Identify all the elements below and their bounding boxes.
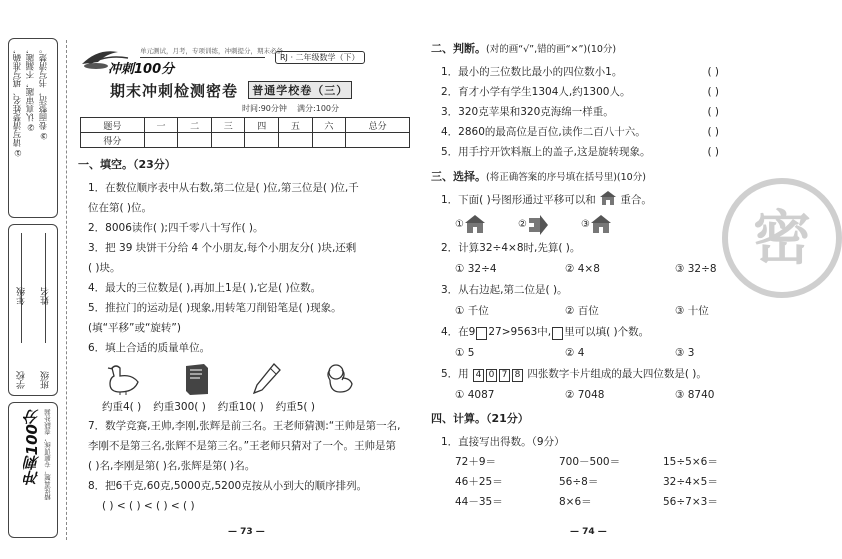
digit-card: 7 xyxy=(499,369,510,382)
question-text: (填“平移”或“旋转”) xyxy=(88,322,181,334)
option[interactable]: ① 32÷4 xyxy=(455,263,497,275)
question-text: 1．直接写出得数。（9分） xyxy=(441,436,565,448)
calc-row xyxy=(431,472,771,492)
calc-item[interactable]: 72＋9＝ xyxy=(455,456,497,468)
answer-paren[interactable]: ( ) xyxy=(707,86,719,98)
calc-item[interactable]: 56÷7×3＝ xyxy=(663,496,718,508)
digit-card: 8 xyxy=(512,369,523,382)
options-row xyxy=(431,258,771,280)
judge-text: 3．320克苹果和320克海绵一样重。 xyxy=(441,106,614,118)
option[interactable]: ③ 十位 xyxy=(675,305,709,317)
question-text: 7．数学竞赛,王帅,李刚,张辉是前三名。王老师猜测:“王帅是第一名, xyxy=(88,420,401,432)
section-heading: 二、判断。 xyxy=(431,42,486,55)
table-row xyxy=(81,133,410,148)
answer-paren[interactable]: ( ) xyxy=(707,126,719,138)
title-main: 期末冲刺检测密卷 xyxy=(110,82,239,100)
brand-tagline-vertical: 精选真题，专题训练，查缺补漏 xyxy=(44,409,52,500)
question-text: 3．从右边起,第二位是( )。 xyxy=(441,284,568,296)
house-icon xyxy=(464,214,486,234)
options-row xyxy=(431,342,771,364)
note-line: ③卷面整洁，书写清楚。 xyxy=(39,45,49,140)
calc-row xyxy=(431,452,771,472)
option-label: ① xyxy=(455,218,464,230)
judge-text: 5．用手拧开饮料瓶上的盖子,这是旋转现象。 xyxy=(441,146,651,158)
calc-item[interactable]: 32÷4×5＝ xyxy=(663,476,718,488)
options-row xyxy=(431,300,771,322)
weight-blank[interactable]: 约重4( ) xyxy=(102,401,142,413)
house-options xyxy=(431,214,771,234)
calc-item[interactable]: 44－35＝ xyxy=(455,496,503,508)
table-cell: 得分 xyxy=(81,133,145,148)
score-input-cell[interactable] xyxy=(245,133,279,148)
question-text: 4．最大的三位数是( ),再加上1是( ),它是( )位数。 xyxy=(88,282,322,294)
table-cell: 四 xyxy=(245,118,279,133)
table-cell: 六 xyxy=(312,118,346,133)
name-label: 姓名 xyxy=(41,287,51,305)
option[interactable]: ② 7048 xyxy=(565,389,605,401)
class-label: 班级 xyxy=(41,371,51,389)
binding-strip xyxy=(8,38,58,538)
question-text: 5．推拉门的运动是( )现象,用转笔刀削铅笔是( )现象。 xyxy=(88,302,342,314)
option-label: ② xyxy=(517,218,527,230)
calc-item[interactable]: 700－500＝ xyxy=(559,456,621,468)
pencil-icon xyxy=(252,362,282,396)
weight-blank[interactable]: 约重10( ) xyxy=(217,401,264,413)
grade-label: 年级 xyxy=(17,287,27,305)
answer-paren[interactable]: ( ) xyxy=(707,146,719,158)
table-cell: 题号 xyxy=(81,118,145,133)
q1-text-a: 1．下面( )号图形通过平移可以和 xyxy=(441,194,596,206)
weight-blanks xyxy=(78,398,413,416)
option[interactable]: ② 4 xyxy=(565,347,585,359)
judge-text: 4．2860的最高位是百位,读作二百八十六。 xyxy=(441,126,646,138)
answer-paren[interactable]: ( ) xyxy=(707,106,719,118)
section-title: 四、计算。（21分） xyxy=(431,412,529,425)
q5-text-b: 四张数字卡片组成的最大四位数是( )。 xyxy=(527,368,707,380)
calc-item[interactable]: 8×6＝ xyxy=(559,496,592,508)
option-label: ③ xyxy=(580,218,590,230)
question-text xyxy=(431,322,771,342)
answer-blank[interactable]: ( ) < ( ) < ( ) < ( ) xyxy=(102,500,195,512)
judge-item xyxy=(431,142,771,162)
table-cell: 三 xyxy=(211,118,245,133)
option[interactable]: ② 4×8 xyxy=(565,263,600,275)
judge-text: 2．育才小学有学生1304人,约1300人。 xyxy=(441,86,631,98)
question-text xyxy=(431,190,771,210)
table-cell: 五 xyxy=(279,118,313,133)
question-text: 8．把6千克,60克,5000克,5200克按从小到大的顺序排列。 xyxy=(88,480,368,492)
answer-paren[interactable]: ( ) xyxy=(707,66,719,78)
brand-logo-vertical: 冲刺100分 xyxy=(23,409,41,486)
time-limit: 时间:90分钟 xyxy=(242,104,287,113)
student-info-box xyxy=(8,224,58,396)
blank-box[interactable] xyxy=(552,327,563,340)
q4-text-b: 27>9563中, xyxy=(488,326,552,338)
score-table xyxy=(80,117,410,148)
question-text: ( )块。 xyxy=(88,262,121,274)
section-note: (将正确答案的序号填在括号里)(10分) xyxy=(486,172,646,183)
table-cell: 总分 xyxy=(346,118,410,133)
q4-text-c: 里可以填( )个数。 xyxy=(564,326,650,338)
calc-item[interactable]: 56÷8＝ xyxy=(559,476,599,488)
option[interactable]: ① 5 xyxy=(455,347,475,359)
house-option[interactable] xyxy=(518,214,549,234)
page-number-right: — 74 — xyxy=(570,527,607,537)
notes-box xyxy=(8,38,58,218)
section-title xyxy=(431,168,771,184)
calc-item[interactable]: 15÷5×6＝ xyxy=(663,456,718,468)
seal-dashed-line xyxy=(66,40,67,540)
judge-item xyxy=(431,102,771,122)
section-title xyxy=(431,40,771,56)
question-text: 李刚不是第三名,张辉不是第三名。”王老师只猜对了一个。王帅是第 xyxy=(88,440,397,452)
score-input-cell[interactable] xyxy=(144,133,178,148)
question-text: 2．8006读作( );四千零八十写作( )。 xyxy=(88,222,264,234)
goose-icon xyxy=(106,362,142,396)
dog-icon xyxy=(322,362,356,396)
option[interactable]: ③ 3 xyxy=(675,347,695,359)
title-sub: 普通学校卷（三） xyxy=(248,81,352,99)
question-text: 1．在数位顺序表中从右数,第二位是( )位,第三位是( )位,千 xyxy=(88,182,359,194)
q1-text-b: 重合。 xyxy=(620,194,652,206)
calc-row xyxy=(431,492,771,512)
score-input-cell[interactable] xyxy=(178,133,212,148)
option[interactable]: ③ 8740 xyxy=(675,389,715,401)
option[interactable]: ① 千位 xyxy=(455,305,489,317)
option[interactable]: ③ 32÷8 xyxy=(675,263,717,275)
exam-title xyxy=(110,80,352,101)
section-note: (对的画“√”,错的画“×”)(10分) xyxy=(486,44,617,55)
full-score: 满分:100分 xyxy=(297,104,340,113)
option[interactable]: ② 百位 xyxy=(565,305,599,317)
question-text: 6．填上合适的质量单位。 xyxy=(88,342,211,354)
option[interactable]: ① 4087 xyxy=(455,389,495,401)
left-column xyxy=(78,156,413,516)
score-input-cell[interactable] xyxy=(279,133,313,148)
digit-card: 4 xyxy=(473,369,484,382)
judge-item xyxy=(431,82,771,102)
right-column xyxy=(431,40,771,512)
score-input-cell[interactable] xyxy=(211,133,245,148)
exam-meta xyxy=(242,103,339,114)
judge-item xyxy=(431,122,771,142)
table-cell: 二 xyxy=(178,118,212,133)
score-input-cell[interactable] xyxy=(346,133,410,148)
q5-text-a: 5．用 xyxy=(441,368,469,380)
weight-pictures xyxy=(78,362,413,396)
house-option[interactable] xyxy=(581,214,612,234)
note-line: ②认真审题，不漏题， xyxy=(26,45,36,132)
table-row xyxy=(81,118,410,133)
q4-text-a: 4．在9 xyxy=(441,326,476,338)
header-tagline: 单元测试，月考，专项训练，冲刺提分，期末必备 xyxy=(140,47,283,55)
section-title: 一、填空。（23分） xyxy=(78,158,176,171)
blank-box[interactable] xyxy=(476,327,487,340)
grade-badge: RJ · 二年级数学（下） xyxy=(275,51,365,64)
digit-card: 0 xyxy=(486,369,497,382)
house-target-icon xyxy=(599,190,617,206)
weight-blank[interactable]: 约重5( ) xyxy=(275,401,315,413)
house-icon xyxy=(590,214,612,234)
question-text: ( )名,李刚是第( )名,张辉是第( )名。 xyxy=(88,460,256,472)
house-rotated-icon xyxy=(527,214,549,234)
table-cell: 一 xyxy=(144,118,178,133)
school-label: 学校 xyxy=(17,371,27,389)
question-text: 3．把 39 块饼干分给 4 个小朋友,每个小朋友分( )块,还剩 xyxy=(88,242,357,254)
note-line: ①请写清楚姓名、填写准确， xyxy=(13,45,23,157)
judge-item xyxy=(431,62,771,82)
page-number-left: — 73 — xyxy=(228,527,265,537)
house-option[interactable] xyxy=(455,214,486,234)
brand-box xyxy=(8,402,58,538)
judge-text: 1．最小的三位数比最小的四位数小1。 xyxy=(441,66,623,78)
question-text: 位在第( )位。 xyxy=(88,202,153,214)
header-rule xyxy=(140,57,265,58)
secret-stamp: 密 xyxy=(722,178,842,298)
question-text xyxy=(431,364,771,384)
question-text: 2．计算32÷4×8时,先算( )。 xyxy=(441,242,581,254)
calc-item[interactable]: 46＋25＝ xyxy=(455,476,503,488)
options-row xyxy=(431,384,771,406)
weight-blank[interactable]: 约重300( ) xyxy=(153,401,206,413)
section-heading: 三、选择。 xyxy=(431,170,486,183)
score-input-cell[interactable] xyxy=(312,133,346,148)
header-brand: 冲刺100分 xyxy=(108,62,175,77)
book-icon xyxy=(182,362,212,396)
